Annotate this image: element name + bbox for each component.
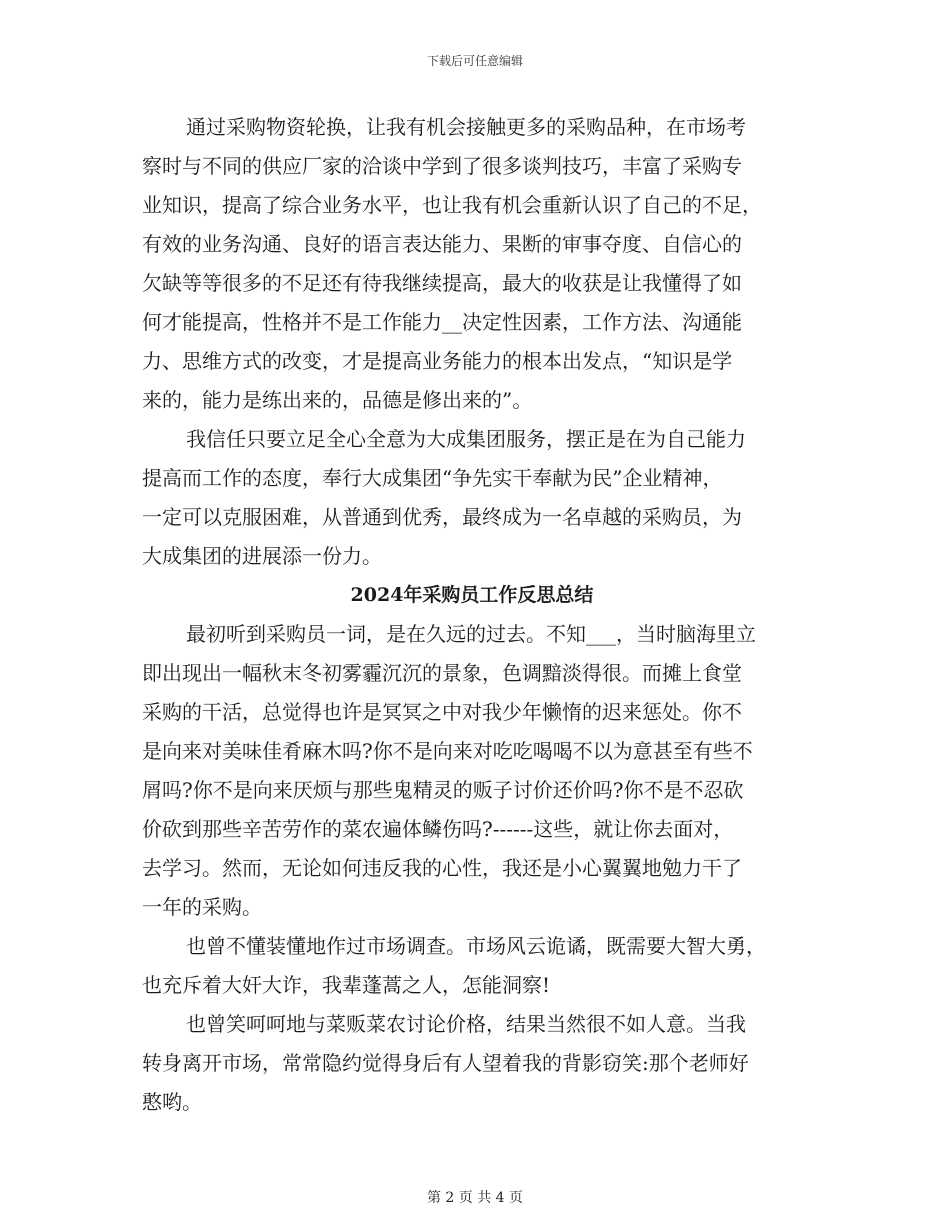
text-line: 通过采购物资轮换，让我有机会接触更多的采购品种，在市场考 <box>186 115 746 139</box>
text-line: 价砍到那些辛苦劳作的菜农遍体鳞伤吗?------这些，就让你去面对， <box>142 817 734 841</box>
text-line: 也曾不懂装懂地作过市场调查。市场风云诡谲，既需要大智大勇， <box>186 934 766 958</box>
text-line: 即出现出一幅秋末冬初雾霾沉沉的景象，色调黯淡得很。而摊上食堂 <box>142 661 742 685</box>
text-line: 来的，能力是练出来的，品德是修出来的”。 <box>142 388 533 412</box>
text-line: 业知识，提高了综合业务水平，也让我有机会重新认识了自己的不足， <box>142 193 762 217</box>
text-line: 是向来对美味佳肴麻木吗?你不是向来对吃吃喝喝不以为意甚至有些不 <box>142 739 753 763</box>
text-line: 也充斥着大奸大诈，我辈蓬蒿之人，怎能洞察! <box>142 973 551 997</box>
text-line: 憨哟。 <box>142 1090 202 1114</box>
text-line: 最初听到采购员一词，是在久远的过去。不知___，当时脑海里立 <box>186 622 756 646</box>
text-line: 提高而工作的态度，奉行大成集团“争先实干奉献为民”企业精神， <box>142 466 723 490</box>
text-line: 转身离开市场，常常隐约觉得身后有人望着我的背影窃笑:那个老师好 <box>142 1051 749 1075</box>
text-line: 何才能提高，性格并不是工作能力__决定性因素，工作方法、沟通能 <box>142 310 742 334</box>
text-line: 大成集团的进展添一份力。 <box>142 544 382 568</box>
text-line: 一年的采购。 <box>142 895 262 919</box>
text-line: 我信任只要立足全心全意为大成集团服务，摆正是在为自己能力 <box>186 427 746 451</box>
page-footer: 第 2 页 共 4 页 <box>426 1190 524 1206</box>
text-line: 力、思维方式的改变，才是提高业务能力的根本出发点，“知识是学 <box>142 349 733 373</box>
text-line: 去学习。然而，无论如何违反我的心性，我还是小心翼翼地勉力干了 <box>142 856 742 880</box>
page-header: 下载后可任意编辑 <box>426 54 523 68</box>
text-line: 屑吗?你不是向来厌烦与那些鬼精灵的贩子讨价还价吗?你不是不忍砍 <box>142 778 744 802</box>
text-line: 一定可以克服困难，从普通到优秀，最终成为一名卓越的采购员，为 <box>142 505 742 529</box>
text-line: 欠缺等等很多的不足还有待我继续提高，最大的收获是让我懂得了如 <box>142 271 742 295</box>
text-line: 察时与不同的供应厂家的洽谈中学到了很多谈判技巧，丰富了采购专 <box>142 154 742 178</box>
text-line: 有效的业务沟通、良好的语言表达能力、果断的审事夺度、自信心的 <box>142 232 742 256</box>
document-body <box>142 108 802 1122</box>
text-line: 采购的干活，总觉得也许是冥冥之中对我少年懒惰的迟来惩处。你不 <box>142 700 742 724</box>
section-title: 2024年采购员工作反思总结 <box>350 584 594 606</box>
text-line: 也曾笑呵呵地与菜贩菜农讨论价格，结果当然很不如人意。当我 <box>186 1012 746 1036</box>
